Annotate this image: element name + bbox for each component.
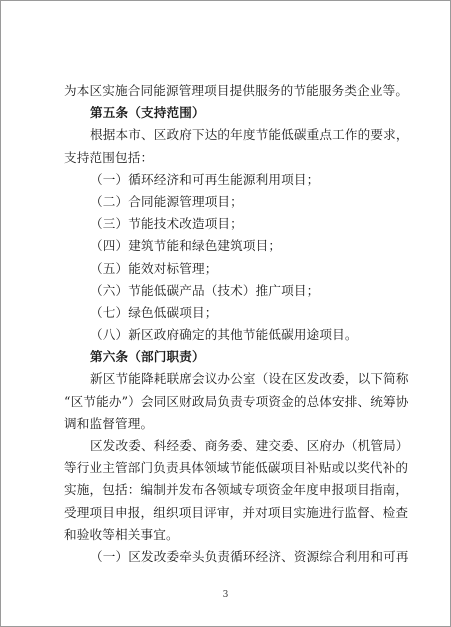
page-number: 3 <box>222 590 229 600</box>
paragraph-line: （六）节能低碳产品（技术）推广项目； <box>90 282 320 298</box>
paragraph-line: 等行业主管部门负责具体领域节能低碳项目补贴或以奖代补的 <box>64 460 409 476</box>
paragraph-line: （五）能效对标管理； <box>90 260 218 276</box>
article-heading: 第五条（支持范围） <box>90 105 205 121</box>
paragraph-line: 支持范围包括： <box>64 149 154 165</box>
paragraph-line: 实施，包括：编制并发布各领域专项资金年度申报项目指南， <box>64 482 409 498</box>
document-body <box>64 80 409 568</box>
paragraph-line: （七）绿色低碳项目； <box>90 304 218 320</box>
paragraph-line: 和验收等相关事宜。 <box>64 526 179 542</box>
paragraph-line: （三）节能技术改造项目； <box>90 216 243 232</box>
paragraph-line: 新区节能降耗联席会议办公室（设在区发改委，以下简称 <box>90 371 409 387</box>
paragraph-line: （八）新区政府确定的其他节能低碳用途项目。 <box>90 327 358 343</box>
paragraph-line: 受理项目申报，组织项目评审，并对项目实施进行监督、检查 <box>64 504 409 520</box>
article-heading: 第六条（部门职责） <box>90 349 205 365</box>
paragraph-line: 区发改委、科经委、商务委、建交委、区府办（机管局） <box>90 438 409 453</box>
paragraph-line: （一）循环经济和可再生能源利用项目； <box>90 171 320 187</box>
paragraph-line: 为本区实施合同能源管理项目提供服务的节能服务类企业等。 <box>64 83 409 98</box>
paragraph-line: （二）合同能源管理项目； <box>90 193 243 209</box>
paragraph-line: （四）建筑节能和绿色建筑项目； <box>90 238 282 254</box>
paragraph-line: （一）区发改委牵头负责循环经济、资源综合利用和可再 <box>90 548 409 564</box>
paragraph-line: 根据本市、区政府下达的年度节能低碳重点工作的要求， <box>90 127 409 143</box>
paragraph-line: “区节能办”）会同区财政局负责专项资金的总体安排、统筹协 <box>64 393 409 409</box>
paragraph-line: 调和监督管理。 <box>64 415 154 431</box>
